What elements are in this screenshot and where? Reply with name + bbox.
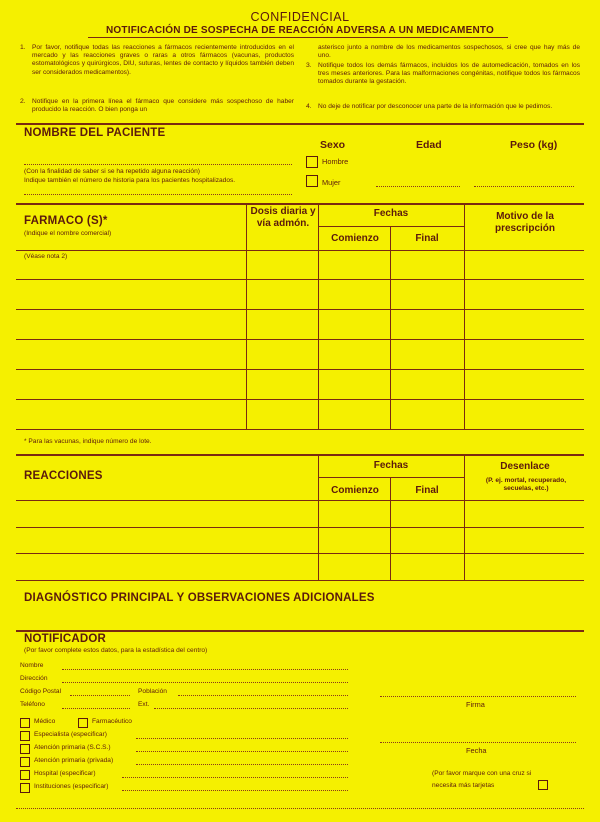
signature-label: Firma [466, 700, 485, 709]
start-col-header: Comienzo [331, 233, 379, 244]
female-checkbox[interactable] [306, 175, 318, 187]
bottom-perforation [16, 808, 584, 809]
name-field[interactable] [62, 669, 348, 670]
diagnosis-heading: DIAGNÓSTICO PRINCIPAL Y OBSERVACIONES ADICIONALES [24, 592, 375, 604]
date-field[interactable] [380, 742, 576, 743]
town-field[interactable] [178, 695, 348, 696]
female-label: Mujer [322, 178, 341, 187]
drugs-subheading: (Indique el nombre comercial) [24, 230, 112, 237]
phone-field[interactable] [62, 708, 130, 709]
doctor-label: Médico [34, 718, 56, 725]
instruction-item: asterisco junto a nombre de los medicamentos sospechosos, si cree que hay más de uno. [318, 44, 580, 60]
outcome-header: Desenlace [500, 461, 550, 472]
weight-field[interactable] [474, 186, 574, 187]
age-field[interactable] [376, 186, 460, 187]
age-label: Edad [416, 139, 442, 151]
reason-col-header: Motivo de la prescripción [494, 211, 556, 234]
date-label: Fecha [466, 746, 487, 755]
phone-label: Teléfono [20, 701, 45, 708]
institutions-checkbox[interactable] [20, 783, 30, 793]
ext-label: Ext. [138, 701, 150, 708]
hospital-checkbox[interactable] [20, 770, 30, 780]
hospital-field[interactable] [122, 777, 348, 778]
instruction-item: No deje de notificar por desconocer una parte de la información que le pedimos. [318, 103, 553, 110]
drugs-table-body[interactable] [16, 250, 584, 429]
sex-label: Sexo [320, 139, 346, 151]
specialist-label: Especialista (especificar) [34, 731, 107, 738]
instruction-number: 3. [306, 62, 312, 69]
more-forms-note: (Por favor marque con una cruz si [432, 770, 532, 777]
history-number-field[interactable] [24, 194, 292, 195]
male-label: Hombre [322, 157, 349, 166]
primary-scs-label: Atención primaria (S.C.S.) [34, 744, 111, 751]
reactions-heading: REACCIONES [24, 470, 103, 482]
instruction-item: Por favor, notifique todas las reacciones a fármacos recientemente introducidos en el mercado y las reacciones graves o raras a otros fármacos (vacunas, productos estomatológicos y quirúrgicos, DIU, suturas, lentes de contacto y líquidos también deben ser considerados medicamentos). [32, 44, 294, 76]
notifier-subheading: (Por favor complete estos datos, para la estadística del centro) [24, 647, 208, 654]
primary-private-checkbox[interactable] [20, 757, 30, 767]
specialist-field[interactable] [136, 738, 348, 739]
patient-heading: NOMBRE DEL PACIENTE [24, 127, 166, 139]
confidential-label: CONFIDENCIAL [250, 10, 350, 24]
postal-field[interactable] [70, 695, 130, 696]
dates-col-header: Fechas [373, 208, 409, 219]
diagnosis-field[interactable] [16, 606, 584, 628]
institutions-field[interactable] [122, 790, 348, 791]
pharmacist-checkbox[interactable] [78, 718, 88, 728]
reactions-table-body[interactable] [16, 500, 584, 580]
patient-note: (Con la finalidad de saber si se ha repetido alguna reacción) [24, 168, 200, 175]
form-title: NOTIFICACIÓN DE SOSPECHA DE REACCIÓN ADVERSA A UN MEDICAMENTO [106, 25, 494, 36]
instruction-number: 1. [20, 44, 26, 51]
instruction-number: 2. [20, 98, 26, 105]
instruction-item: Notifique en la primera línea el fármaco que considere más sospechoso de haber producido la reacción. O bien ponga un [32, 98, 294, 114]
see-note: (Véase nota 2) [24, 253, 68, 260]
hospital-label: Hospital (especificar) [34, 770, 96, 777]
primary-private-field[interactable] [136, 764, 348, 765]
more-forms-checkbox[interactable] [538, 780, 548, 790]
primary-scs-field[interactable] [136, 751, 348, 752]
notifier-heading: NOTIFICADOR [24, 633, 107, 645]
address-field[interactable] [62, 682, 348, 683]
reaction-dates-header: Fechas [373, 460, 409, 471]
more-forms-note-2: necesita más tarjetas [432, 782, 495, 789]
vaccine-footnote: * Para las vacunas, indique número de lote. [24, 438, 152, 445]
weight-label: Peso (kg) [510, 139, 558, 151]
patient-note-history: Indique también el número de historia para los pacientes hospitalizados. [24, 177, 236, 184]
drugs-heading: FARMACO (S)* [24, 215, 108, 227]
specialist-checkbox[interactable] [20, 731, 30, 741]
address-label: Dirección [20, 675, 48, 682]
town-label: Población [138, 688, 167, 695]
end-col-header: Final [415, 233, 439, 244]
instruction-number: 4. [306, 103, 312, 110]
dose-col-header: Dosis diaria y vía admón. [250, 206, 316, 229]
instruction-item: Notifique todos los demás fármacos, incluidos los de automedicación, tomados en los tres meses anteriores. Para las malformaciones congénitas, notifique todos los fármacos tomados durante la gestación. [318, 62, 580, 86]
postal-label: Código Postal [20, 688, 62, 695]
reaction-end-header: Final [415, 485, 439, 496]
pharmacist-label: Farmacéutico [92, 718, 132, 725]
doctor-checkbox[interactable] [20, 718, 30, 728]
institutions-label: Instituciones (especificar) [34, 783, 109, 790]
ext-field[interactable] [154, 708, 348, 709]
primary-private-label: Atención primaria (privada) [34, 757, 114, 764]
male-checkbox[interactable] [306, 156, 318, 168]
patient-name-field[interactable] [24, 164, 292, 165]
name-label: Nombre [20, 662, 44, 669]
reaction-start-header: Comienzo [331, 485, 379, 496]
signature-field[interactable] [380, 696, 576, 697]
primary-scs-checkbox[interactable] [20, 744, 30, 754]
outcome-note: (P. ej. mortal, recuperado, secuelas, etc.) [485, 477, 567, 493]
